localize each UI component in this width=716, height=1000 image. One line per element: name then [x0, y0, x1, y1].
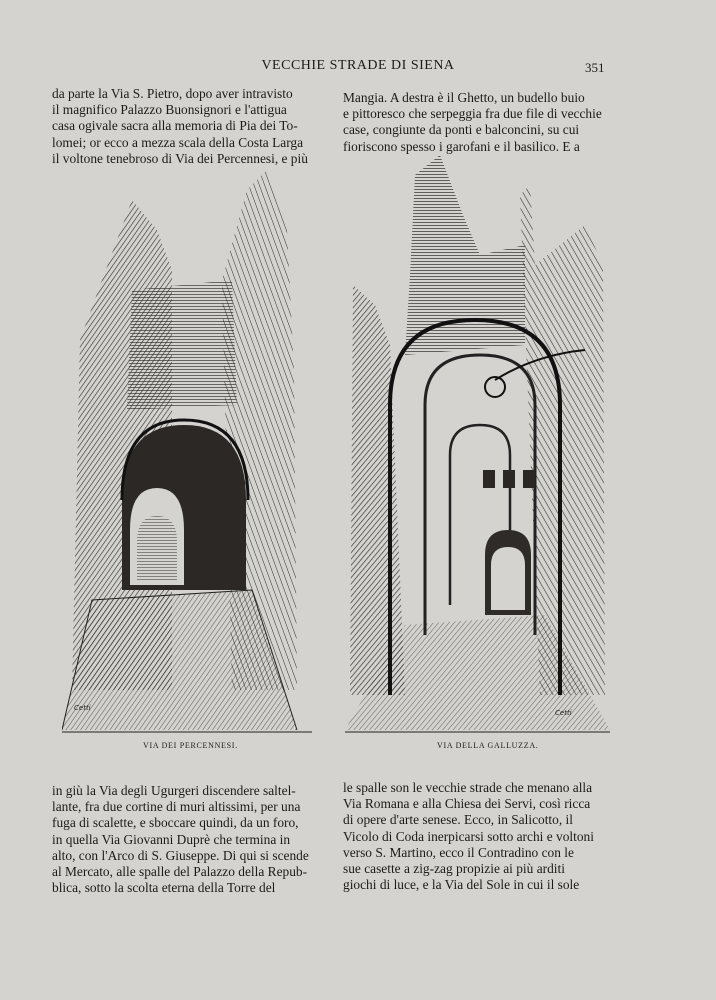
text-line: in quella Via Giovanni Duprè che termina in [52, 831, 291, 847]
text-line: il voltone tenebroso di Via dei Percennesi, e più [52, 150, 308, 166]
illustration-via-dei-percennesi [62, 170, 312, 735]
text-line: il magnifico Palazzo Buonsignori e l'attigua [52, 102, 287, 118]
illustration-signature: Cetti [74, 704, 91, 712]
text-line: fioriscono spesso i garofani e il basilico. E a [343, 138, 580, 154]
illustration-caption: VIA DEI PERCENNESI. [143, 741, 238, 750]
text-line: da parte la Via S. Pietro, dopo aver intravisto [52, 86, 293, 101]
text-line: Mangia. A destra è il Ghetto, un budello buio [343, 90, 585, 105]
text-column-top-right [343, 90, 617, 155]
text-line: al Mercato, alle spalle del Palazzo della Repub- [52, 864, 308, 880]
text-line: Via Romana e alla Chiesa dei Servi, così ricca [343, 796, 591, 812]
illustration-signature: Cetti [555, 709, 572, 717]
text-column-top-left [52, 86, 339, 167]
text-line: giochi di luce, e la Via del Sole in cui il sole [343, 877, 580, 893]
text-column-bottom-left [52, 783, 331, 896]
text-line: di opere d'arte senese. Ecco, in Salicotto, il [343, 812, 573, 828]
text-line: lante, fra due cortine di muri altissimi, per una [52, 799, 301, 815]
text-line: blica, sotto la scolta eterna della Torre del [52, 880, 276, 896]
text-line: e pittoresco che serpeggia fra due file di vecchie [343, 106, 602, 122]
running-title: VECCHIE STRADE DI SIENA [261, 58, 455, 73]
illustration-caption: VIA DELLA GALLUZZA. [437, 741, 539, 750]
page-number: 351 [585, 60, 605, 75]
text-column-bottom-right [343, 780, 617, 893]
text-line: lomei; or ecco a mezza scala della Costa Larga [52, 134, 304, 150]
illustration-via-della-galluzza [345, 155, 610, 735]
text-line: le spalle son le vecchie strade che menano alla [343, 780, 593, 795]
text-line: casa ogivale sacra alla memoria di Pia dei To- [52, 118, 298, 134]
text-line: case, congiunte da ponti e balconcini, su cui [343, 122, 580, 138]
text-line: Vicolo di Coda inerpicarsi sotto archi e voltoni [343, 828, 594, 844]
text-line: verso S. Martino, ecco il Contradino con le [343, 844, 574, 860]
text-line: fuga di scalette, e sboccare quindi, da un foro, [52, 815, 299, 831]
text-line: in giù la Via degli Ugurgeri discendere saltel- [52, 783, 296, 798]
text-line: sue casette a zig-zag propizie ai più arditi [343, 861, 565, 877]
text-line: alto, con l'Arco di S. Giuseppe. Di qui si scende [52, 847, 309, 863]
